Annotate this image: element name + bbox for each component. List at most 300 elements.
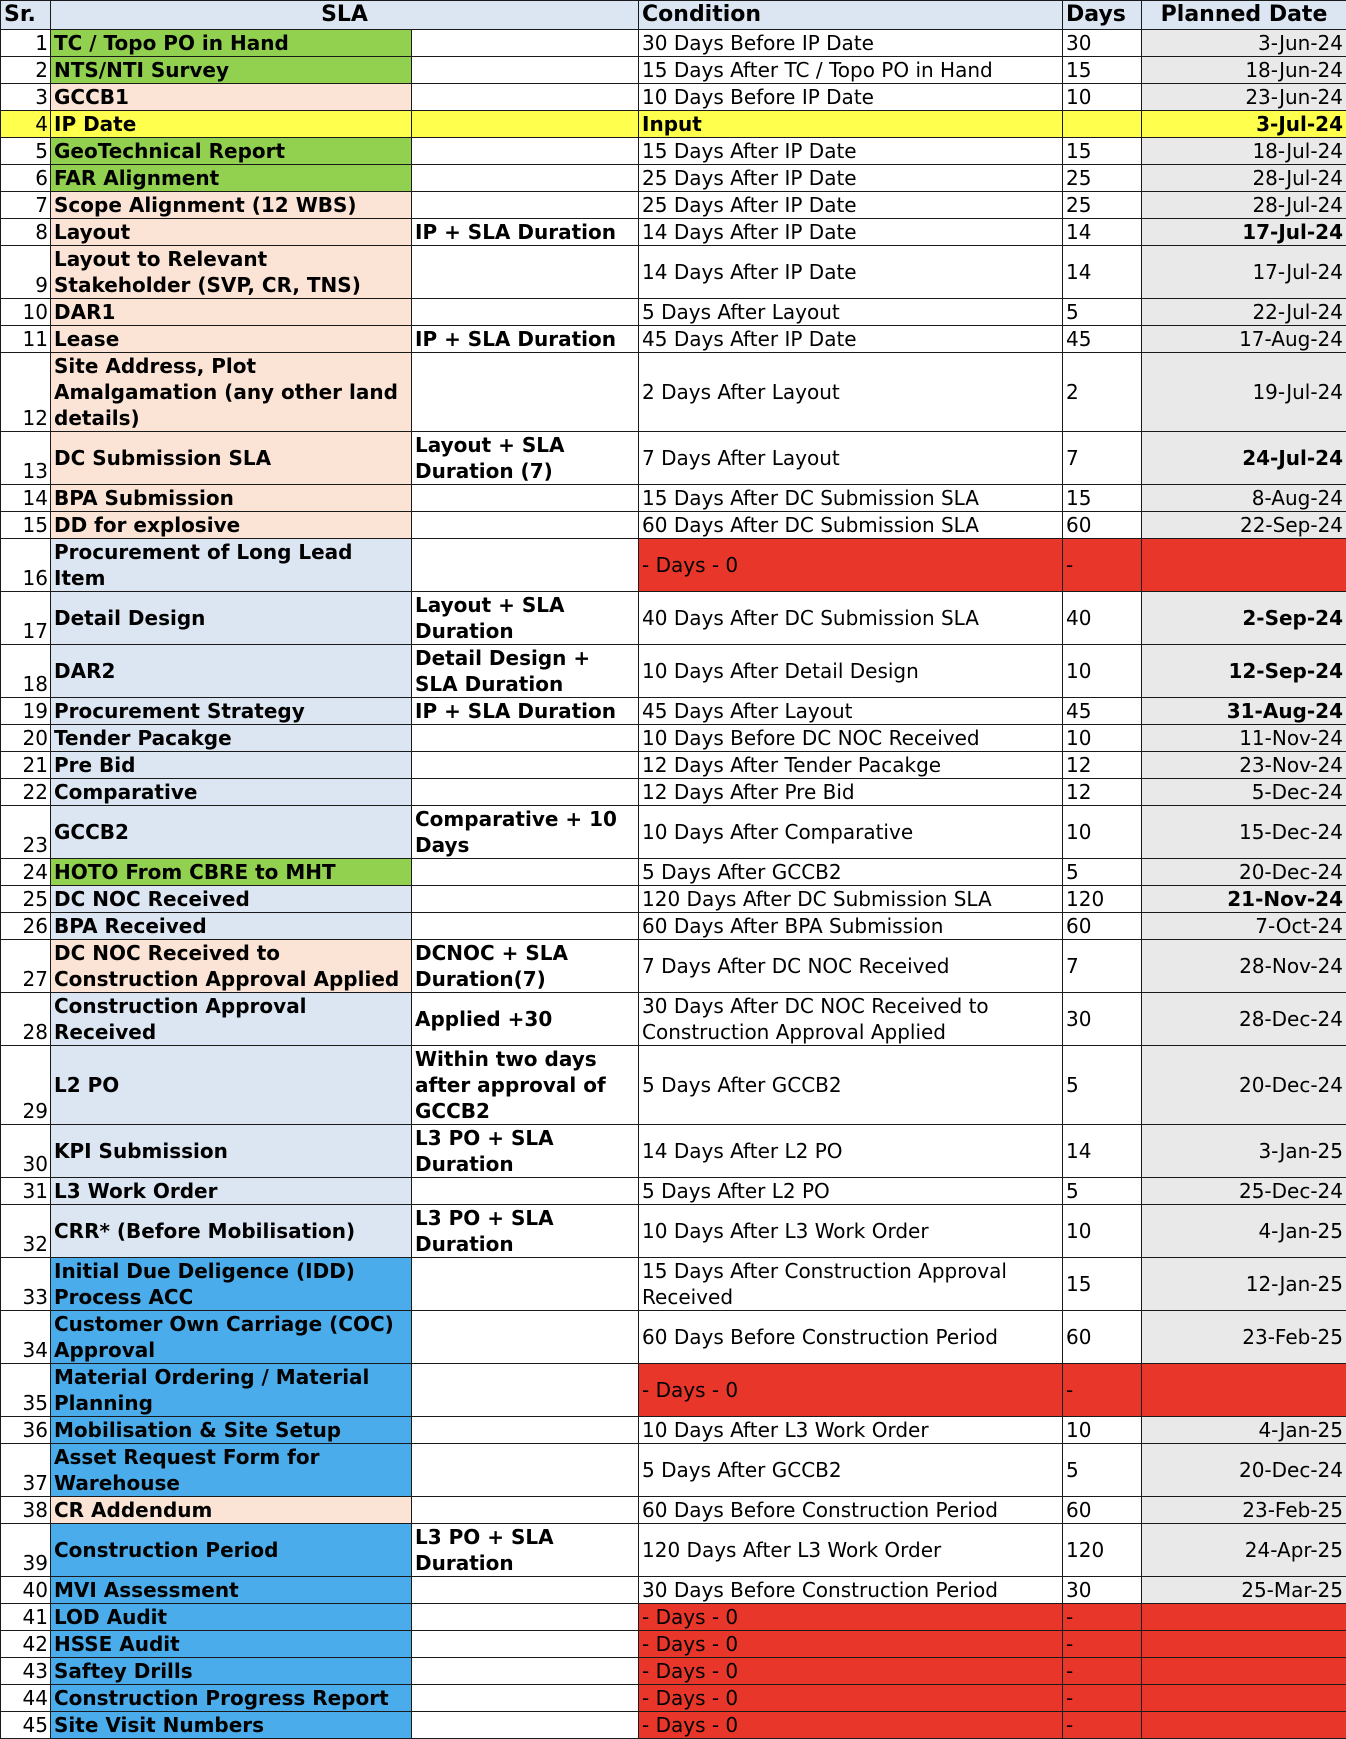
cell-sr: 24 bbox=[1, 859, 51, 886]
cell-days: - bbox=[1063, 1604, 1142, 1631]
cell-condition: - Days - 0 bbox=[639, 1658, 1063, 1685]
cell-condition: 10 Days After L3 Work Order bbox=[639, 1417, 1063, 1444]
cell-planned-date: 28-Jul-24 bbox=[1142, 192, 1346, 219]
cell-condition: 40 Days After DC Submission SLA bbox=[639, 592, 1063, 645]
table-row bbox=[1, 1125, 1346, 1178]
cell-sla-note bbox=[412, 1444, 639, 1497]
cell-condition: 10 Days After Detail Design bbox=[639, 645, 1063, 698]
table-row bbox=[1, 1577, 1346, 1604]
cell-sla-name: Construction Progress Report bbox=[51, 1685, 412, 1712]
cell-days: 15 bbox=[1063, 138, 1142, 165]
cell-sr: 23 bbox=[1, 806, 51, 859]
cell-planned-date: 28-Nov-24 bbox=[1142, 940, 1346, 993]
table-row bbox=[1, 1417, 1346, 1444]
table-row bbox=[1, 84, 1346, 111]
cell-sr: 31 bbox=[1, 1178, 51, 1205]
table-row bbox=[1, 1604, 1346, 1631]
cell-sla-note: IP + SLA Duration bbox=[412, 698, 639, 725]
cell-condition: 2 Days After Layout bbox=[639, 353, 1063, 432]
cell-planned-date: 17-Aug-24 bbox=[1142, 326, 1346, 353]
cell-sr: 26 bbox=[1, 913, 51, 940]
cell-planned-date: 22-Jul-24 bbox=[1142, 299, 1346, 326]
cell-days: 10 bbox=[1063, 725, 1142, 752]
cell-days: 10 bbox=[1063, 645, 1142, 698]
cell-sr: 16 bbox=[1, 539, 51, 592]
cell-sla-note: Applied +30 bbox=[412, 993, 639, 1046]
cell-sr: 2 bbox=[1, 57, 51, 84]
cell-sr: 28 bbox=[1, 993, 51, 1046]
cell-sr: 6 bbox=[1, 165, 51, 192]
cell-sla-name: TC / Topo PO in Hand bbox=[51, 30, 412, 57]
cell-sr: 29 bbox=[1, 1046, 51, 1125]
cell-sr: 18 bbox=[1, 645, 51, 698]
header-days: Days bbox=[1063, 1, 1142, 30]
cell-days: 60 bbox=[1063, 1497, 1142, 1524]
cell-sla-name: CR Addendum bbox=[51, 1497, 412, 1524]
cell-sr: 1 bbox=[1, 30, 51, 57]
cell-sla-note bbox=[412, 539, 639, 592]
cell-sla-name: HSSE Audit bbox=[51, 1631, 412, 1658]
header-row bbox=[1, 1, 1346, 30]
cell-sla-name: Scope Alignment (12 WBS) bbox=[51, 192, 412, 219]
cell-condition: 10 Days Before IP Date bbox=[639, 84, 1063, 111]
cell-sla-note: Layout + SLA Duration bbox=[412, 592, 639, 645]
cell-sla-note bbox=[412, 1577, 639, 1604]
cell-sr: 36 bbox=[1, 1417, 51, 1444]
cell-condition: 15 Days After Construction Approval Received bbox=[639, 1258, 1063, 1311]
header-sr: Sr. bbox=[1, 1, 51, 30]
cell-sla-note: L3 PO + SLA Duration bbox=[412, 1205, 639, 1258]
cell-sla-name: GCCB2 bbox=[51, 806, 412, 859]
cell-sla-name: BPA Submission bbox=[51, 485, 412, 512]
cell-planned-date: 8-Aug-24 bbox=[1142, 485, 1346, 512]
cell-days: - bbox=[1063, 539, 1142, 592]
cell-planned-date bbox=[1142, 1604, 1346, 1631]
cell-sla-note: Detail Design + SLA Duration bbox=[412, 645, 639, 698]
cell-condition: 7 Days After DC NOC Received bbox=[639, 940, 1063, 993]
cell-sla-note: IP + SLA Duration bbox=[412, 326, 639, 353]
cell-sla-note bbox=[412, 725, 639, 752]
cell-sla-name: GeoTechnical Report bbox=[51, 138, 412, 165]
cell-days: 14 bbox=[1063, 246, 1142, 299]
cell-days: 40 bbox=[1063, 592, 1142, 645]
cell-planned-date: 23-Jun-24 bbox=[1142, 84, 1346, 111]
cell-days: 12 bbox=[1063, 752, 1142, 779]
cell-planned-date: 15-Dec-24 bbox=[1142, 806, 1346, 859]
cell-sr: 38 bbox=[1, 1497, 51, 1524]
table-row bbox=[1, 1046, 1346, 1125]
cell-sla-note bbox=[412, 485, 639, 512]
table-row bbox=[1, 779, 1346, 806]
cell-days: 30 bbox=[1063, 993, 1142, 1046]
cell-sla-note bbox=[412, 1311, 639, 1364]
cell-planned-date bbox=[1142, 1364, 1346, 1417]
cell-sla-note bbox=[412, 886, 639, 913]
cell-days: 45 bbox=[1063, 326, 1142, 353]
cell-condition: 60 Days After DC Submission SLA bbox=[639, 512, 1063, 539]
cell-condition: 10 Days After Comparative bbox=[639, 806, 1063, 859]
cell-planned-date: 5-Dec-24 bbox=[1142, 779, 1346, 806]
cell-condition: 5 Days After GCCB2 bbox=[639, 1444, 1063, 1497]
cell-days: 5 bbox=[1063, 299, 1142, 326]
cell-sr: 37 bbox=[1, 1444, 51, 1497]
cell-sr: 25 bbox=[1, 886, 51, 913]
cell-sla-note bbox=[412, 859, 639, 886]
cell-planned-date: 12-Sep-24 bbox=[1142, 645, 1346, 698]
cell-condition: - Days - 0 bbox=[639, 539, 1063, 592]
cell-sla-name: DAR1 bbox=[51, 299, 412, 326]
cell-sla-note bbox=[412, 1417, 639, 1444]
cell-days: 10 bbox=[1063, 806, 1142, 859]
cell-condition: 25 Days After IP Date bbox=[639, 192, 1063, 219]
cell-days: 60 bbox=[1063, 913, 1142, 940]
cell-planned-date bbox=[1142, 1712, 1346, 1739]
cell-sla-name: Layout to Relevant Stakeholder (SVP, CR, TNS) bbox=[51, 246, 412, 299]
table-row bbox=[1, 806, 1346, 859]
table-row bbox=[1, 353, 1346, 432]
table-row bbox=[1, 1497, 1346, 1524]
cell-condition: - Days - 0 bbox=[639, 1364, 1063, 1417]
cell-condition: 60 Days Before Construction Period bbox=[639, 1311, 1063, 1364]
cell-planned-date: 21-Nov-24 bbox=[1142, 886, 1346, 913]
cell-sla-name: Site Address, Plot Amalgamation (any other land details) bbox=[51, 353, 412, 432]
cell-days: 25 bbox=[1063, 165, 1142, 192]
cell-days: 5 bbox=[1063, 1178, 1142, 1205]
cell-sla-note bbox=[412, 1631, 639, 1658]
table-row bbox=[1, 698, 1346, 725]
table-row bbox=[1, 1524, 1346, 1577]
table-row bbox=[1, 1712, 1346, 1739]
cell-sr: 43 bbox=[1, 1658, 51, 1685]
cell-condition: 15 Days After DC Submission SLA bbox=[639, 485, 1063, 512]
cell-sr: 42 bbox=[1, 1631, 51, 1658]
table-row bbox=[1, 1658, 1346, 1685]
cell-days: 15 bbox=[1063, 485, 1142, 512]
cell-days: - bbox=[1063, 1631, 1142, 1658]
cell-sla-note bbox=[412, 779, 639, 806]
cell-condition: - Days - 0 bbox=[639, 1685, 1063, 1712]
cell-sla-name: IP Date bbox=[51, 111, 412, 138]
cell-sla-name: Comparative bbox=[51, 779, 412, 806]
cell-condition: 60 Days Before Construction Period bbox=[639, 1497, 1063, 1524]
cell-planned-date: 23-Feb-25 bbox=[1142, 1497, 1346, 1524]
cell-sla-note: Comparative + 10 Days bbox=[412, 806, 639, 859]
table-row bbox=[1, 592, 1346, 645]
cell-condition: 14 Days After IP Date bbox=[639, 219, 1063, 246]
cell-days: 12 bbox=[1063, 779, 1142, 806]
cell-sr: 35 bbox=[1, 1364, 51, 1417]
cell-planned-date: 11-Nov-24 bbox=[1142, 725, 1346, 752]
cell-sr: 3 bbox=[1, 84, 51, 111]
cell-sla-name: Procurement Strategy bbox=[51, 698, 412, 725]
cell-days: - bbox=[1063, 1712, 1142, 1739]
cell-sla-note bbox=[412, 192, 639, 219]
table-row bbox=[1, 1178, 1346, 1205]
cell-condition: 12 Days After Pre Bid bbox=[639, 779, 1063, 806]
cell-sr: 4 bbox=[1, 111, 51, 138]
cell-sla-name: DC Submission SLA bbox=[51, 432, 412, 485]
cell-sla-name: DD for explosive bbox=[51, 512, 412, 539]
cell-planned-date: 22-Sep-24 bbox=[1142, 512, 1346, 539]
cell-sla-name: Procurement of Long Lead Item bbox=[51, 539, 412, 592]
cell-sla-note bbox=[412, 111, 639, 138]
cell-condition: - Days - 0 bbox=[639, 1712, 1063, 1739]
cell-sr: 7 bbox=[1, 192, 51, 219]
table-row bbox=[1, 940, 1346, 993]
cell-sr: 11 bbox=[1, 326, 51, 353]
cell-sla-note: L3 PO + SLA Duration bbox=[412, 1524, 639, 1577]
cell-sr: 40 bbox=[1, 1577, 51, 1604]
cell-sla-name: Detail Design bbox=[51, 592, 412, 645]
cell-sla-note bbox=[412, 1685, 639, 1712]
cell-planned-date: 24-Jul-24 bbox=[1142, 432, 1346, 485]
cell-planned-date: 17-Jul-24 bbox=[1142, 219, 1346, 246]
cell-sla-name: Asset Request Form for Warehouse bbox=[51, 1444, 412, 1497]
cell-sla-name: GCCB1 bbox=[51, 84, 412, 111]
cell-sla-note bbox=[412, 752, 639, 779]
cell-planned-date: 28-Jul-24 bbox=[1142, 165, 1346, 192]
cell-sr: 22 bbox=[1, 779, 51, 806]
cell-sla-name: NTS/NTI Survey bbox=[51, 57, 412, 84]
cell-days: 10 bbox=[1063, 1205, 1142, 1258]
cell-planned-date: 23-Feb-25 bbox=[1142, 1311, 1346, 1364]
header-condition: Condition bbox=[639, 1, 1063, 30]
cell-sr: 17 bbox=[1, 592, 51, 645]
cell-planned-date bbox=[1142, 1658, 1346, 1685]
cell-condition: 45 Days After Layout bbox=[639, 698, 1063, 725]
cell-planned-date: 17-Jul-24 bbox=[1142, 246, 1346, 299]
cell-sla-note bbox=[412, 1658, 639, 1685]
cell-sla-name: HOTO From CBRE to MHT bbox=[51, 859, 412, 886]
cell-sla-note bbox=[412, 913, 639, 940]
cell-condition: 12 Days After Tender Pacakge bbox=[639, 752, 1063, 779]
cell-condition: 5 Days After Layout bbox=[639, 299, 1063, 326]
cell-planned-date: 7-Oct-24 bbox=[1142, 913, 1346, 940]
table-row bbox=[1, 539, 1346, 592]
cell-condition: 45 Days After IP Date bbox=[639, 326, 1063, 353]
table-row bbox=[1, 1444, 1346, 1497]
cell-sla-note bbox=[412, 246, 639, 299]
table-row bbox=[1, 1205, 1346, 1258]
cell-sr: 15 bbox=[1, 512, 51, 539]
table-row bbox=[1, 1311, 1346, 1364]
cell-sla-name: Lease bbox=[51, 326, 412, 353]
table-row bbox=[1, 246, 1346, 299]
cell-condition: 120 Days After DC Submission SLA bbox=[639, 886, 1063, 913]
cell-planned-date: 18-Jul-24 bbox=[1142, 138, 1346, 165]
cell-planned-date: 20-Dec-24 bbox=[1142, 1444, 1346, 1497]
cell-sla-name: MVI Assessment bbox=[51, 1577, 412, 1604]
cell-sr: 5 bbox=[1, 138, 51, 165]
cell-days: 10 bbox=[1063, 1417, 1142, 1444]
cell-sla-name: L2 PO bbox=[51, 1046, 412, 1125]
cell-sla-name: DC NOC Received to Construction Approval Applied bbox=[51, 940, 412, 993]
cell-days: 30 bbox=[1063, 1577, 1142, 1604]
cell-sla-note bbox=[412, 1604, 639, 1631]
cell-planned-date: 12-Jan-25 bbox=[1142, 1258, 1346, 1311]
cell-condition: 5 Days After GCCB2 bbox=[639, 1046, 1063, 1125]
cell-sr: 44 bbox=[1, 1685, 51, 1712]
cell-planned-date: 25-Dec-24 bbox=[1142, 1178, 1346, 1205]
cell-sla-name: Tender Pacakge bbox=[51, 725, 412, 752]
cell-planned-date: 3-Jan-25 bbox=[1142, 1125, 1346, 1178]
cell-sla-note bbox=[412, 353, 639, 432]
cell-sla-note: DCNOC + SLA Duration(7) bbox=[412, 940, 639, 993]
cell-planned-date bbox=[1142, 1685, 1346, 1712]
cell-days: - bbox=[1063, 1364, 1142, 1417]
cell-planned-date: 4-Jan-25 bbox=[1142, 1417, 1346, 1444]
cell-sr: 27 bbox=[1, 940, 51, 993]
cell-condition: 25 Days After IP Date bbox=[639, 165, 1063, 192]
table-row bbox=[1, 645, 1346, 698]
cell-sla-note bbox=[412, 1178, 639, 1205]
cell-sla-note bbox=[412, 1712, 639, 1739]
table-row bbox=[1, 111, 1346, 138]
cell-sr: 8 bbox=[1, 219, 51, 246]
table-row bbox=[1, 219, 1346, 246]
cell-sla-name: Material Ordering / Material Planning bbox=[51, 1364, 412, 1417]
header-sla: SLA bbox=[51, 1, 639, 30]
table-row bbox=[1, 1685, 1346, 1712]
cell-planned-date: 24-Apr-25 bbox=[1142, 1524, 1346, 1577]
table-row bbox=[1, 299, 1346, 326]
cell-planned-date: 4-Jan-25 bbox=[1142, 1205, 1346, 1258]
cell-days: 5 bbox=[1063, 1444, 1142, 1497]
cell-days: 60 bbox=[1063, 512, 1142, 539]
cell-condition: - Days - 0 bbox=[639, 1631, 1063, 1658]
cell-sr: 14 bbox=[1, 485, 51, 512]
cell-sla-name: Site Visit Numbers bbox=[51, 1712, 412, 1739]
cell-days: 5 bbox=[1063, 859, 1142, 886]
cell-sla-name: Initial Due Deligence (IDD) Process ACC bbox=[51, 1258, 412, 1311]
cell-condition: 30 Days Before Construction Period bbox=[639, 1577, 1063, 1604]
cell-sla-note bbox=[412, 30, 639, 57]
cell-sla-name: CRR* (Before Mobilisation) bbox=[51, 1205, 412, 1258]
cell-sr: 32 bbox=[1, 1205, 51, 1258]
cell-days: - bbox=[1063, 1685, 1142, 1712]
cell-planned-date: 20-Dec-24 bbox=[1142, 1046, 1346, 1125]
cell-condition: 10 Days After L3 Work Order bbox=[639, 1205, 1063, 1258]
cell-condition: - Days - 0 bbox=[639, 1604, 1063, 1631]
cell-sr: 41 bbox=[1, 1604, 51, 1631]
cell-sr: 39 bbox=[1, 1524, 51, 1577]
cell-planned-date: 18-Jun-24 bbox=[1142, 57, 1346, 84]
cell-sla-note bbox=[412, 57, 639, 84]
cell-sr: 21 bbox=[1, 752, 51, 779]
cell-sla-note bbox=[412, 165, 639, 192]
cell-sla-note bbox=[412, 299, 639, 326]
cell-condition: 60 Days After BPA Submission bbox=[639, 913, 1063, 940]
table-row bbox=[1, 432, 1346, 485]
cell-planned-date bbox=[1142, 1631, 1346, 1658]
cell-sla-name: BPA Received bbox=[51, 913, 412, 940]
cell-days: 2 bbox=[1063, 353, 1142, 432]
cell-sla-note bbox=[412, 1364, 639, 1417]
cell-condition: 15 Days After TC / Topo PO in Hand bbox=[639, 57, 1063, 84]
cell-sla-name: L3 Work Order bbox=[51, 1178, 412, 1205]
cell-sla-name: KPI Submission bbox=[51, 1125, 412, 1178]
cell-sla-note bbox=[412, 138, 639, 165]
table-row bbox=[1, 1631, 1346, 1658]
table-row bbox=[1, 512, 1346, 539]
cell-condition: 120 Days After L3 Work Order bbox=[639, 1524, 1063, 1577]
cell-planned-date: 3-Jun-24 bbox=[1142, 30, 1346, 57]
cell-planned-date: 3-Jul-24 bbox=[1142, 111, 1346, 138]
cell-planned-date: 28-Dec-24 bbox=[1142, 993, 1346, 1046]
table-row bbox=[1, 886, 1346, 913]
cell-sr: 19 bbox=[1, 698, 51, 725]
table-row bbox=[1, 752, 1346, 779]
cell-sla-note: Within two days after approval of GCCB2 bbox=[412, 1046, 639, 1125]
cell-days: 15 bbox=[1063, 57, 1142, 84]
cell-sla-name: Layout bbox=[51, 219, 412, 246]
cell-condition: 14 Days After L2 PO bbox=[639, 1125, 1063, 1178]
cell-condition: 30 Days Before IP Date bbox=[639, 30, 1063, 57]
cell-sla-name: Mobilisation & Site Setup bbox=[51, 1417, 412, 1444]
cell-sr: 13 bbox=[1, 432, 51, 485]
cell-sr: 9 bbox=[1, 246, 51, 299]
cell-planned-date: 19-Jul-24 bbox=[1142, 353, 1346, 432]
cell-sla-note: Layout + SLA Duration (7) bbox=[412, 432, 639, 485]
cell-condition: 10 Days Before DC NOC Received bbox=[639, 725, 1063, 752]
table-row bbox=[1, 1258, 1346, 1311]
cell-days: 60 bbox=[1063, 1311, 1142, 1364]
table-row bbox=[1, 138, 1346, 165]
cell-days: 14 bbox=[1063, 219, 1142, 246]
table-row bbox=[1, 913, 1346, 940]
cell-days: 7 bbox=[1063, 432, 1142, 485]
cell-sla-note bbox=[412, 1258, 639, 1311]
table-row bbox=[1, 993, 1346, 1046]
cell-planned-date bbox=[1142, 539, 1346, 592]
cell-sla-note: L3 PO + SLA Duration bbox=[412, 1125, 639, 1178]
cell-days: - bbox=[1063, 1658, 1142, 1685]
table-row bbox=[1, 326, 1346, 353]
table-row bbox=[1, 192, 1346, 219]
cell-sla-name: Saftey Drills bbox=[51, 1658, 412, 1685]
cell-condition: 14 Days After IP Date bbox=[639, 246, 1063, 299]
cell-sr: 10 bbox=[1, 299, 51, 326]
table-row bbox=[1, 859, 1346, 886]
cell-days: 5 bbox=[1063, 1046, 1142, 1125]
cell-sla-name: LOD Audit bbox=[51, 1604, 412, 1631]
cell-days: 45 bbox=[1063, 698, 1142, 725]
cell-condition: 30 Days After DC NOC Received to Construction Approval Applied bbox=[639, 993, 1063, 1046]
cell-planned-date: 2-Sep-24 bbox=[1142, 592, 1346, 645]
cell-planned-date: 25-Mar-25 bbox=[1142, 1577, 1346, 1604]
cell-condition: Input bbox=[639, 111, 1063, 138]
table-row bbox=[1, 30, 1346, 57]
cell-sr: 12 bbox=[1, 353, 51, 432]
cell-days: 10 bbox=[1063, 84, 1142, 111]
cell-sla-name: Pre Bid bbox=[51, 752, 412, 779]
cell-sla-name: Construction Period bbox=[51, 1524, 412, 1577]
table-row bbox=[1, 1364, 1346, 1417]
cell-days: 120 bbox=[1063, 886, 1142, 913]
cell-days: 14 bbox=[1063, 1125, 1142, 1178]
cell-sr: 34 bbox=[1, 1311, 51, 1364]
cell-condition: 5 Days After L2 PO bbox=[639, 1178, 1063, 1205]
cell-sla-name: FAR Alignment bbox=[51, 165, 412, 192]
header-planned-date: Planned Date bbox=[1142, 1, 1346, 30]
cell-sla-note bbox=[412, 1497, 639, 1524]
cell-condition: 5 Days After GCCB2 bbox=[639, 859, 1063, 886]
cell-days: 7 bbox=[1063, 940, 1142, 993]
cell-days: 25 bbox=[1063, 192, 1142, 219]
cell-sr: 45 bbox=[1, 1712, 51, 1739]
cell-sla-name: DAR2 bbox=[51, 645, 412, 698]
cell-condition: 15 Days After IP Date bbox=[639, 138, 1063, 165]
